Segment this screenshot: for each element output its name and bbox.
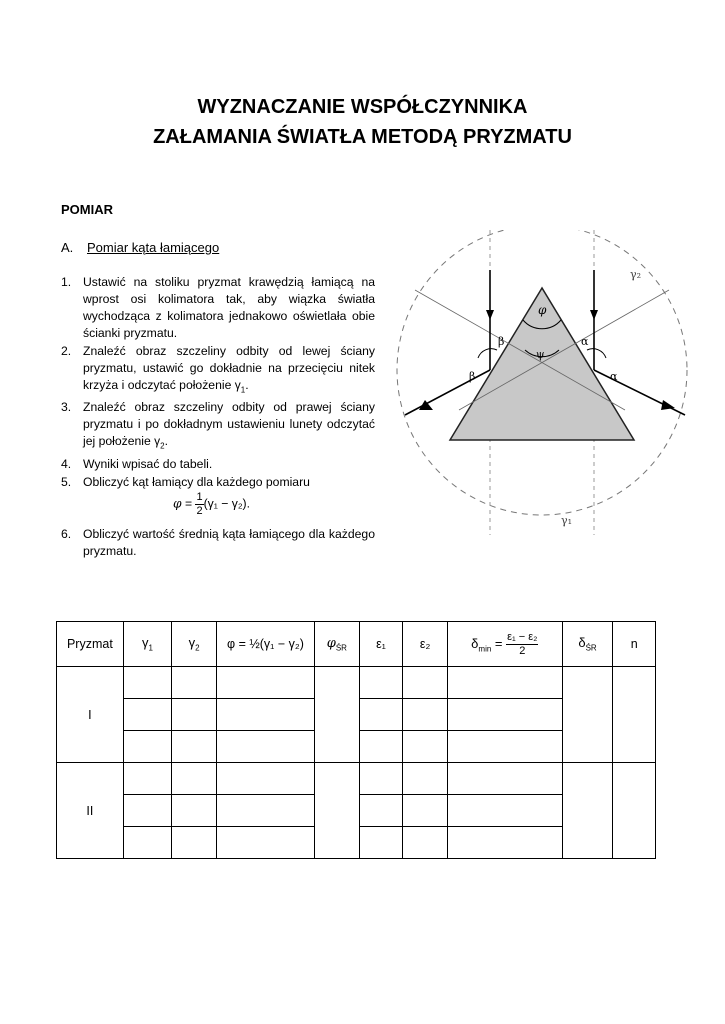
beta-label: β: [469, 370, 476, 383]
gamma2-symbol: $\gamma_2$: [154, 434, 165, 451]
table-cell[interactable]: [359, 827, 403, 859]
page-title: [0, 92, 725, 152]
table-cell[interactable]: [359, 699, 403, 731]
list-text: Znaleźć obraz szczeliny odbity od prawej ściany pryzmatu i po dokładnym ustawieniu lunety odczytać jej położenie: [83, 400, 375, 449]
section-heading: POMIAR: [61, 202, 113, 217]
title-line-1: WYZNACZANIE WSPÓŁCZYNNIKA: [197, 96, 528, 118]
table-cell[interactable]: [216, 667, 314, 699]
instruction-list: [61, 274, 375, 561]
table-cell[interactable]: [359, 731, 403, 763]
gamma2-label: γ₂: [630, 268, 641, 281]
list-item: [61, 456, 375, 473]
table-cell[interactable]: [447, 827, 562, 859]
list-text: Obliczyć wartość średnią kąta łamiącego dla każdego pryzmatu.: [83, 526, 375, 558]
angle-arc: [587, 349, 606, 358]
prism-label-cell: II: [57, 763, 124, 859]
table-cell[interactable]: [172, 731, 217, 763]
angle-arc: [478, 349, 497, 358]
table-row: [57, 667, 656, 699]
prism-label-cell: I: [57, 667, 124, 763]
list-number: 5.: [61, 474, 72, 489]
list-text: Wyniki wpisać do tabeli.: [83, 456, 213, 471]
phi-label: φ: [538, 303, 547, 317]
table-cell[interactable]: [216, 763, 314, 795]
table-cell[interactable]: [359, 667, 403, 699]
list-number: 3.: [61, 400, 72, 415]
prism-diagram: [385, 230, 700, 535]
list-item: [61, 274, 375, 342]
col-header-delta-min: $\delta_{min}$ = $\frac{\text{ε₁ − ε₂}}{2}$: [447, 622, 562, 667]
table-cell[interactable]: [172, 795, 217, 827]
table-cell[interactable]: [315, 667, 360, 763]
list-text: Znaleźć obraz szczeliny odbity od lewej ściany pryzmatu, ustawić go dokładnie na przecięciu nitek krzyża i odczytać położenie: [83, 344, 375, 392]
title-line-2: ZAŁAMANIA ŚWIATŁA METODĄ PRYZMATU: [153, 126, 572, 148]
table-cell[interactable]: [403, 827, 448, 859]
table-cell[interactable]: [123, 667, 172, 699]
table-cell[interactable]: [447, 795, 562, 827]
table-cell[interactable]: [216, 699, 314, 731]
table-cell[interactable]: [403, 763, 448, 795]
table-cell[interactable]: [123, 731, 172, 763]
table-cell[interactable]: [123, 795, 172, 827]
col-header-gamma2: $\gamma_2$: [172, 622, 217, 667]
list-number: 4.: [61, 456, 72, 471]
measurement-table: [56, 621, 656, 859]
table-cell[interactable]: [172, 667, 217, 699]
col-header-n: n: [613, 622, 656, 667]
col-header-eps2: ε₂: [403, 622, 448, 667]
table-cell[interactable]: [359, 795, 403, 827]
phi-formula: φ = $\frac{1}{2}$ (γ₁ − γ₂).: [173, 490, 251, 517]
table-header-row: [57, 622, 656, 667]
table-cell[interactable]: [562, 667, 613, 763]
table-cell[interactable]: [216, 795, 314, 827]
col-header-eps1: ε₁: [359, 622, 403, 667]
list-item: 3. Znaleźć obraz szczeliny odbity od prawej ściany pryzmatu i po dokładnym ustawieniu lunety odczytać jej położenie $\gamma_2$.: [61, 400, 375, 451]
list-number: 2.: [61, 344, 72, 358]
table-cell[interactable]: [315, 763, 360, 859]
arrow-icon: [590, 310, 598, 320]
alpha-label: α: [581, 335, 589, 348]
table-cell[interactable]: [216, 731, 314, 763]
table-cell[interactable]: [123, 763, 172, 795]
beta-label: β: [498, 335, 505, 348]
table-cell[interactable]: [447, 667, 562, 699]
psi-label: ψ: [536, 348, 545, 361]
table-row: [57, 763, 656, 795]
subsection-label: Pomiar kąta łamiącego: [87, 240, 220, 255]
table-cell[interactable]: [562, 763, 613, 859]
gamma1-symbol: $\gamma_1$: [234, 378, 246, 395]
table-cell[interactable]: [172, 827, 217, 859]
table-cell[interactable]: [447, 731, 562, 763]
table-cell[interactable]: [613, 667, 656, 763]
table-cell[interactable]: [403, 795, 448, 827]
table-cell[interactable]: [123, 699, 172, 731]
table-cell[interactable]: [172, 699, 217, 731]
list-text: Obliczyć kąt łamiący dla każdego pomiaru: [83, 474, 310, 489]
list-item: [61, 474, 375, 525]
table-cell[interactable]: [403, 699, 448, 731]
arrow-icon: [486, 310, 494, 320]
col-header-phi-formula: φ = ½(γ₁ − γ₂): [216, 622, 314, 667]
table-cell[interactable]: [613, 763, 656, 859]
col-header-delta-sr: $\delta_{ŚR}$: [562, 622, 613, 667]
table-cell[interactable]: [359, 763, 403, 795]
table-cell[interactable]: [403, 731, 448, 763]
list-item: 2. Znaleźć obraz szczeliny odbity od lewej ściany pryzmatu, ustawić go dokładnie na przecięciu nitek krzyża i odczytać położenie $\gamma_1$.: [61, 344, 375, 395]
list-text: Ustawić na stoliku pryzmat krawędzią łamiącą na wprost osi kolimatora tak, aby wiązka światła wychodząca z kolimatora jednakowo oświetlała obie ścianki pryzmatu.: [83, 275, 375, 340]
col-header-phi-sr: $\varphi_{ŚR}$: [315, 622, 360, 667]
list-number: 6.: [61, 526, 72, 541]
table-cell[interactable]: [447, 763, 562, 795]
subsection-letter: A.: [61, 240, 74, 255]
table-cell[interactable]: [447, 699, 562, 731]
table-cell[interactable]: [123, 827, 172, 859]
table-cell[interactable]: [403, 667, 448, 699]
list-item: [61, 526, 375, 560]
alpha-label: α: [610, 370, 618, 383]
col-header-prism: Pryzmat: [57, 622, 124, 667]
subsection-heading: [61, 240, 219, 255]
col-header-gamma1: $\gamma_1$: [123, 622, 172, 667]
gamma1-label: γ₁: [561, 514, 572, 527]
table-cell[interactable]: [216, 827, 314, 859]
table-cell[interactable]: [172, 763, 217, 795]
list-number: 1.: [61, 275, 72, 289]
